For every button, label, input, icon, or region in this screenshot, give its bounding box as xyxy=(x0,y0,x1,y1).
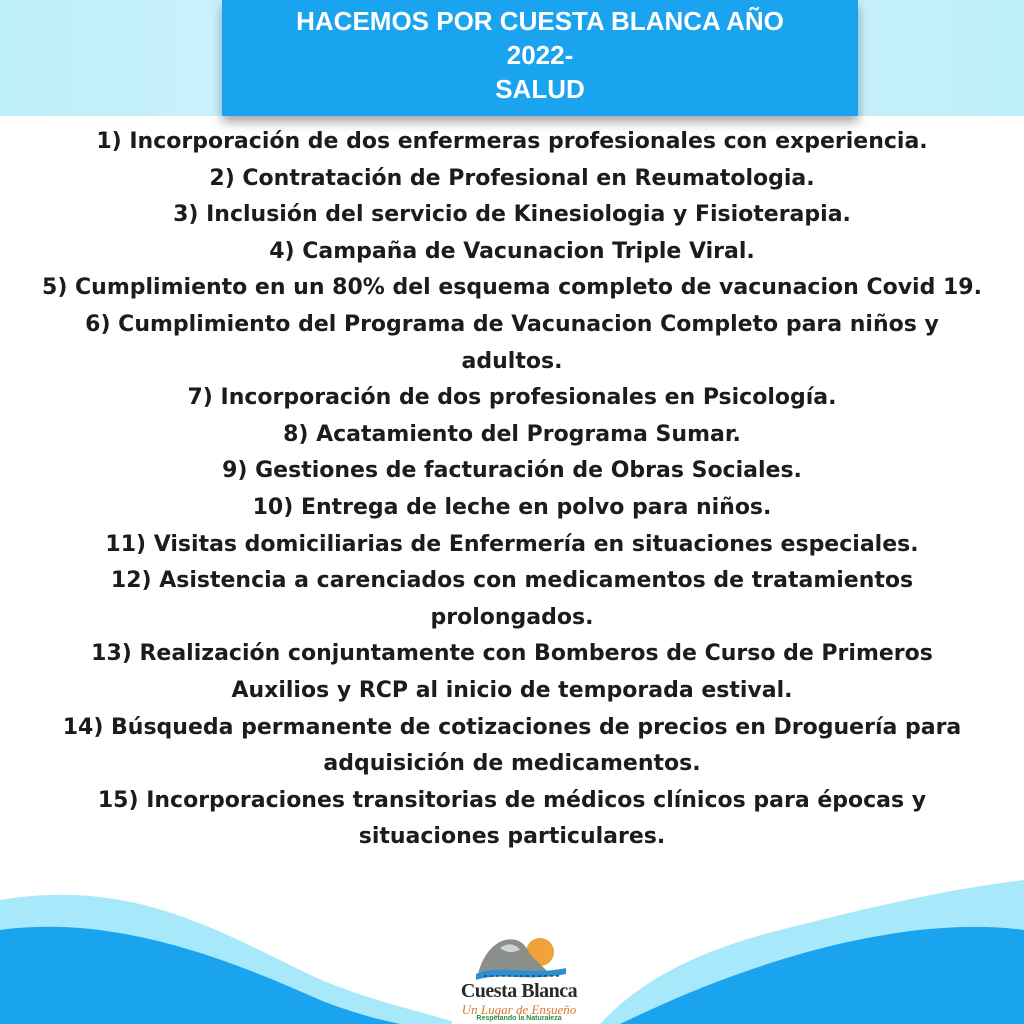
list-item: 2) Contratación de Profesional en Reumatologia. xyxy=(209,165,815,191)
cuesta-blanca-logo xyxy=(452,928,586,1024)
list-item: 15) Incorporaciones transitorias de médicos clínicos para épocas y situaciones particulares. xyxy=(97,787,927,850)
title-line-1: HACEMOS POR CUESTA BLANCA AÑO xyxy=(296,6,784,36)
list-item: 6) Cumplimiento del Programa de Vacunacion Completo para niños y adultos. xyxy=(85,311,939,374)
list-item: 11) Visitas domiciliarias de Enfermería en situaciones especiales. xyxy=(105,531,919,557)
title-line-2: 2022- xyxy=(506,40,574,70)
mountain-sun-icon xyxy=(470,930,570,982)
list-item: 7) Incorporación de dos profesionales en Psicología. xyxy=(187,385,837,411)
logo-name: Cuesta Blanca xyxy=(460,980,578,1002)
list-item: 9) Gestiones de facturación de Obras Sociales. xyxy=(222,458,802,484)
list-item: 13) Realización conjuntamente con Bomberos de Curso de Primeros Auxilios y RCP al inicio de temporada estival. xyxy=(91,641,933,703)
list-item: 1) Incorporación de dos enfermeras profesionales con experiencia. xyxy=(96,129,928,154)
health-actions-list xyxy=(40,124,984,856)
list-item: 4) Campaña de Vacunacion Triple Viral. xyxy=(269,238,755,264)
logo-subtitle: Respetando la Naturaleza xyxy=(476,1015,562,1022)
list-item: 5) Cumplimiento en un 80% del esquema completo de vacunacion Covid 19. xyxy=(42,275,982,301)
list-item: 10) Entrega de leche en polvo para niños. xyxy=(252,494,772,520)
list-item: 8) Acatamiento del Programa Sumar. xyxy=(283,421,741,447)
page-title xyxy=(222,0,858,116)
logo-slogan: Un Lugar de Ensueño xyxy=(461,1002,577,1017)
list-item: 14) Búsqueda permanente de cotizaciones de precios en Droguería para adquisición de medicamentos. xyxy=(62,714,962,777)
title-line-3: SALUD xyxy=(495,74,585,104)
list-item: 12) Asistencia a carenciados con medicamentos de tratamientos prolongados. xyxy=(110,568,914,630)
list-item: 3) Inclusión del servicio de Kinesiologia y Fisioterapia. xyxy=(173,202,851,228)
